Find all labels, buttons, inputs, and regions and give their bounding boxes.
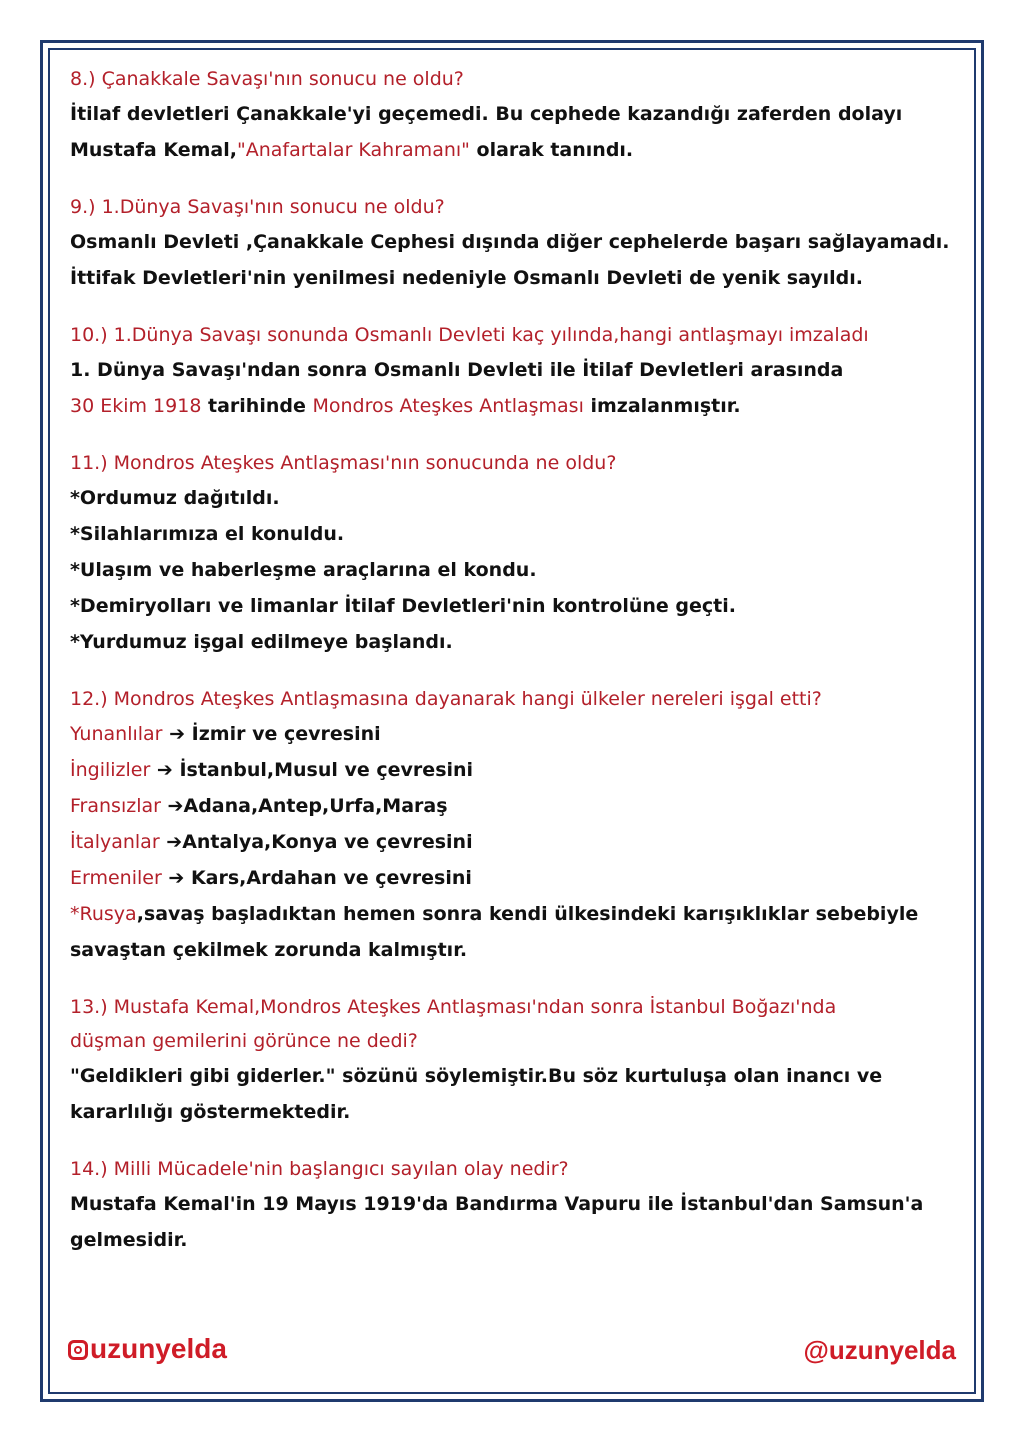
answer-14-line-1: Mustafa Kemal'in 19 Mayıs 1919'da Bandırma Vapuru ile İstanbul'dan Samsun'a [70,1193,924,1215]
question-11 [70,446,950,660]
list-item: *Yurdumuz işgal edilmeye başlandı. [70,631,453,653]
question-8-title: 8.) Çanakkale Savaşı'nın sonucu ne oldu? [70,68,464,90]
occupied-places: Antalya,Konya ve çevresini [182,831,473,853]
country-name: İtalyanlar [70,831,160,853]
question-14-title: 14.) Milli Mücadele'nin başlangıcı sayılan olay nedir? [70,1158,569,1180]
list-item: *Ordumuz dağıtıldı. [70,487,280,509]
occupation-row [70,824,950,860]
answer-10-line-1: 1. Dünya Savaşı'ndan sonra Osmanlı Devleti ile İtilaf Devletleri arasında [70,359,844,381]
anafartalar-highlight: "Anafartalar Kahramanı" [236,139,470,161]
instagram-icon [68,1340,88,1360]
social-handle: @uzunyelda [803,1335,956,1365]
answer-8-text-end: olarak tanındı. [469,139,634,161]
question-13 [70,990,950,1130]
russia-text: ,savaş başladıktan hemen sonra kendi ülkesindeki karışıklıklar sebebiyle [136,903,919,925]
country-name: İngilizler [70,759,151,781]
arrow-icon: ➔ [159,831,183,853]
answer-10-text: tarihinde [201,395,313,417]
worksheet-content [70,62,950,1280]
arrow-icon: ➔ [162,723,192,745]
question-10 [70,318,950,424]
question-12 [70,682,950,968]
occupation-row [70,788,950,824]
russia-highlight: *Rusya [70,903,137,925]
list-item: *Demiryolları ve limanlar İtilaf Devletleri'nin kontrolüne geçti. [70,595,736,617]
occupied-places: Kars,Ardahan ve çevresini [190,867,472,889]
russia-note-line-1 [70,896,950,932]
question-9-title: 9.) 1.Dünya Savaşı'nın sonucu ne oldu? [70,196,445,218]
list-item: *Silahlarımıza el konuldu. [70,523,345,545]
answer-13-line-2: kararlılığı göstermektedir. [70,1101,351,1123]
answer-8-text: Mustafa Kemal, [70,139,237,161]
answer-9-line-1: Osmanlı Devleti ,Çanakkale Cephesi dışında diğer cephelerde başarı sağlayamadı. [70,231,950,253]
arrow-icon: ➔ [150,759,180,781]
question-12-title: 12.) Mondros Ateşkes Antlaşmasına dayanarak hangi ülkeler nereleri işgal etti? [70,688,822,710]
answer-14-line-2: gelmesidir. [70,1229,188,1251]
date-highlight: 30 Ekim 1918 [70,395,202,417]
country-name: Fransızlar [70,795,161,817]
answer-8-line-1: İtilaf devletleri Çanakkale'yi geçemedi. Bu cephede kazandığı zaferden dolayı [70,103,903,125]
answer-9-line-2: İttifak Devletleri'nin yenilmesi nedeniyle Osmanlı Devleti de yenik sayıldı. [70,267,864,289]
arrow-icon: ➔ [161,867,191,889]
question-13-title-line-2: düşman gemilerini görünce ne dedi? [70,1030,418,1052]
question-13-title-line-1: 13.) Mustafa Kemal,Mondros Ateşkes Antlaşması'ndan sonra İstanbul Boğazı'nda [70,996,837,1018]
country-name: Ermeniler [70,867,162,889]
country-name: Yunanlılar [70,723,163,745]
occupation-row [70,860,950,896]
arrow-icon: ➔ [160,795,184,817]
occupied-places: İzmir ve çevresini [191,723,381,745]
question-10-title: 10.) 1.Dünya Savaşı sonunda Osmanlı Devleti kaç yılında,hangi antlaşmayı imzaladı [70,324,869,346]
russia-note-line-2: savaştan çekilmek zorunda kalmıştır. [70,939,468,961]
answer-13-line-1: "Geldikleri gibi giderler." sözünü söylemiştir.Bu söz kurtuluşa olan inancı ve [70,1065,883,1087]
occupation-row [70,752,950,788]
question-11-title: 11.) Mondros Ateşkes Antlaşması'nın sonucunda ne oldu? [70,452,617,474]
list-item: *Ulaşım ve haberleşme araçlarına el kondu. [70,559,537,581]
question-14 [70,1152,950,1258]
question-9 [70,190,950,296]
answer-8-line-2 [70,132,950,168]
answer-10-text-end: imzalanmıştır. [583,395,741,417]
occupied-places: Adana,Antep,Urfa,Maraş [183,795,448,817]
occupation-row [70,716,950,752]
occupied-places: İstanbul,Musul ve çevresini [179,759,474,781]
question-8 [70,62,950,168]
answer-10-line-2 [70,388,950,424]
instagram-handle [68,1333,227,1365]
mondros-highlight: Mondros Ateşkes Antlaşması [312,395,584,417]
instagram-handle-text: uzunyelda [90,1333,227,1364]
